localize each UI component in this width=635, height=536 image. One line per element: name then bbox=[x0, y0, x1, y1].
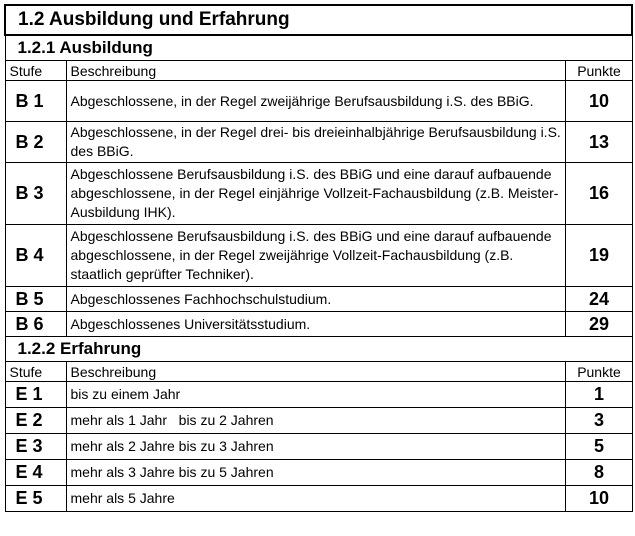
punkte: 10 bbox=[566, 81, 632, 122]
qualification-table bbox=[4, 4, 633, 512]
stufe-code: B 4 bbox=[5, 225, 66, 287]
column-header-punkte: Punkte bbox=[566, 61, 632, 81]
beschreibung: Abgeschlossene Berufsausbildung i.S. des BBiG und eine darauf aufbauende abgeschlossene, in der Regel einjährige Vollzeit-Fachausbildung (z.B. Meister-Ausbildung IHK). bbox=[66, 163, 566, 225]
stufe-code: E 2 bbox=[5, 408, 66, 434]
punkte: 29 bbox=[566, 312, 632, 337]
beschreibung: Abgeschlossenes Universitätsstudium. bbox=[66, 312, 566, 337]
table-row bbox=[5, 163, 632, 225]
beschreibung: mehr als 2 Jahre bis zu 3 Jahren bbox=[66, 434, 566, 460]
table-title: 1.2 Ausbildung und Erfahrung bbox=[5, 5, 632, 35]
stufe-code: B 6 bbox=[5, 312, 66, 337]
beschreibung: Abgeschlossene Berufsausbildung i.S. des BBiG und eine darauf aufbauende abgeschlossene, in der Regel zweijährige Vollzeit-Fachausbildung (z.B. staatlich geprüfter Techniker). bbox=[66, 225, 566, 287]
punkte: 3 bbox=[566, 408, 632, 434]
table-row bbox=[5, 287, 632, 312]
stufe-code: B 2 bbox=[5, 122, 66, 163]
punkte: 10 bbox=[566, 486, 632, 512]
column-header-stufe: Stufe bbox=[5, 61, 66, 81]
table-row bbox=[5, 225, 632, 287]
table-row bbox=[5, 486, 632, 512]
beschreibung: mehr als 1 Jahr bis zu 2 Jahren bbox=[66, 408, 566, 434]
beschreibung: mehr als 5 Jahre bbox=[66, 486, 566, 512]
stufe-code: E 3 bbox=[5, 434, 66, 460]
column-header-punkte: Punkte bbox=[566, 362, 632, 382]
punkte: 8 bbox=[566, 460, 632, 486]
punkte: 13 bbox=[566, 122, 632, 163]
table-row bbox=[5, 408, 632, 434]
stufe-code: B 5 bbox=[5, 287, 66, 312]
table-row bbox=[5, 312, 632, 337]
beschreibung: Abgeschlossenes Fachhochschulstudium. bbox=[66, 287, 566, 312]
section-heading-erfahrung: 1.2.2 Erfahrung bbox=[5, 337, 632, 362]
punkte: 24 bbox=[566, 287, 632, 312]
stufe-code: B 3 bbox=[5, 163, 66, 225]
beschreibung: Abgeschlossene, in der Regel drei- bis dreieinhalbjährige Berufsausbildung i.S. des BBiG. bbox=[66, 122, 566, 163]
table-row bbox=[5, 382, 632, 408]
punkte: 16 bbox=[566, 163, 632, 225]
stufe-code: B 1 bbox=[5, 81, 66, 122]
table-row bbox=[5, 122, 632, 163]
beschreibung: Abgeschlossene, in der Regel zweijährige Berufsausbildung i.S. des BBiG. bbox=[66, 81, 566, 122]
punkte: 1 bbox=[566, 382, 632, 408]
punkte: 19 bbox=[566, 225, 632, 287]
punkte: 5 bbox=[566, 434, 632, 460]
stufe-code: E 1 bbox=[5, 382, 66, 408]
column-header-stufe: Stufe bbox=[5, 362, 66, 382]
section-heading-ausbildung: 1.2.1 Ausbildung bbox=[5, 35, 632, 61]
table-row bbox=[5, 460, 632, 486]
beschreibung: mehr als 3 Jahre bis zu 5 Jahren bbox=[66, 460, 566, 486]
table-row bbox=[5, 434, 632, 460]
stufe-code: E 4 bbox=[5, 460, 66, 486]
column-header-beschreibung: Beschreibung bbox=[66, 362, 566, 382]
table-row bbox=[5, 81, 632, 122]
column-header-beschreibung: Beschreibung bbox=[66, 61, 566, 81]
beschreibung: bis zu einem Jahr bbox=[66, 382, 566, 408]
stufe-code: E 5 bbox=[5, 486, 66, 512]
